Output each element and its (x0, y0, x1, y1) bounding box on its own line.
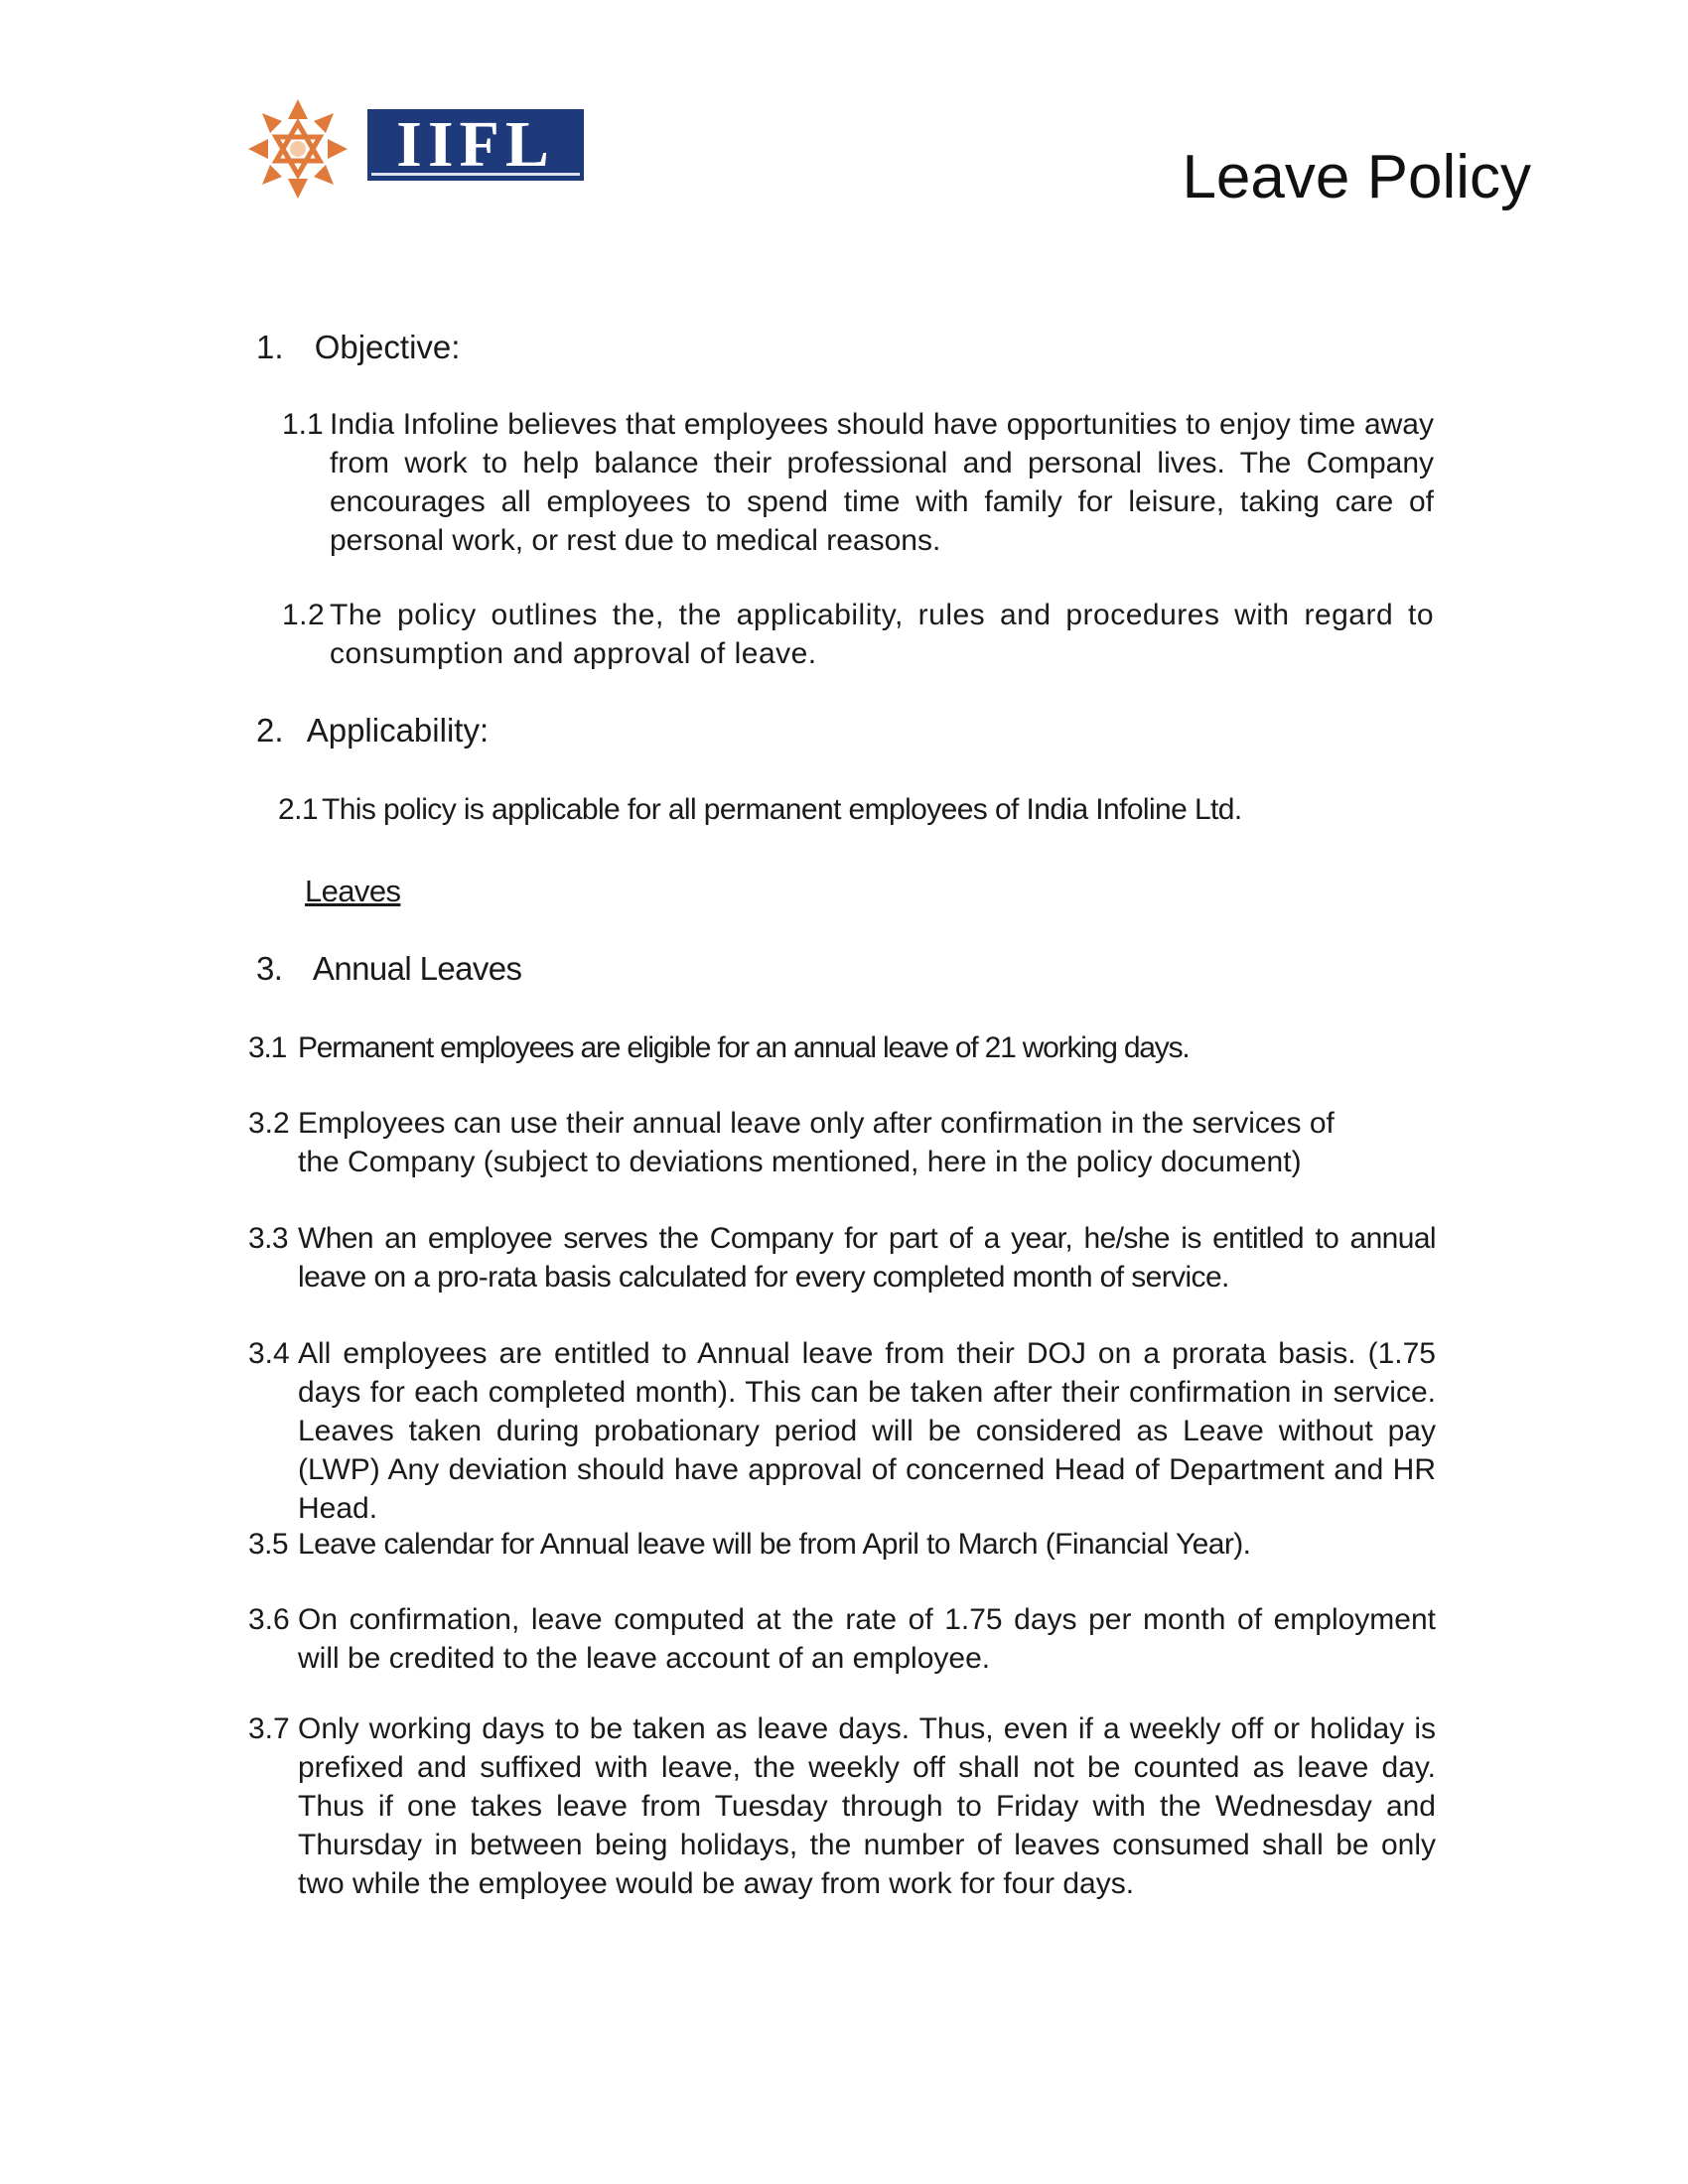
clause-number: 1.2 (282, 599, 326, 631)
leaves-subheading: Leaves (305, 874, 401, 908)
clause-3-7 (248, 1709, 1436, 1903)
section-number: 2. (256, 712, 284, 749)
section-heading-objective (256, 328, 460, 367)
logo-wordmark: IIFL (396, 108, 555, 181)
clause-text: Permanent employees are eligible for an annual leave of 21 working days. (298, 1031, 1190, 1064)
clause-3-3 (248, 1219, 1436, 1297)
section-heading-annual-leaves (256, 949, 521, 989)
clause-text: Only working days to be taken as leave days. Thus, even if a weekly off or holiday is prefixed and suffixed with leave, the weekly off shall not be counted as leave day. Thus if one takes leave from Tuesday through to Friday with the Wednesday and Thursday in between being holidays, the number of leaves consumed shall be only two while the employee would be away from work for four days. (298, 1712, 1436, 1900)
clause-3-5 (248, 1525, 1436, 1564)
clause-text: India Infoline believes that employees should have opportunities to enjoy time away from work to help balance their professional and personal lives. The Company encourages all employees to spend time with family for leisure, taking care of personal work, or rest due to medical reasons. (330, 408, 1434, 557)
clause-2-1 (278, 790, 1430, 829)
clause-number: 3.3 (248, 1222, 288, 1255)
clause-text: This policy is applicable for all permanent employees of India Infoline Ltd. (322, 793, 1242, 826)
clause-1-1 (282, 405, 1434, 560)
section-number: 1. (256, 329, 284, 365)
clause-text: The policy outlines the, the applicability, rules and procedures with regard to consumption and approval of leave. (330, 599, 1434, 670)
clause-number: 1.1 (282, 408, 324, 441)
clause-text: When an employee serves the Company for part of a year, he/she is entitled to annual leave on a pro-rata basis calculated for every completed month of service. (298, 1222, 1436, 1294)
clause-number: 3.2 (248, 1107, 290, 1140)
section-number: 3. (256, 950, 283, 987)
clause-number: 3.4 (248, 1337, 290, 1370)
company-logo (246, 95, 589, 203)
clause-number: 3.1 (248, 1031, 287, 1064)
clause-number: 3.6 (248, 1603, 290, 1636)
document-title: Leave Policy (1182, 143, 1531, 211)
section-heading-applicability (256, 711, 489, 751)
section-title: Annual Leaves (312, 950, 522, 987)
clause-3-1 (248, 1028, 1440, 1067)
clause-3-4 (248, 1334, 1436, 1528)
section-title: Applicability: (306, 712, 490, 749)
clause-1-2 (282, 596, 1434, 673)
clause-text: Employees can use their annual leave only after confirmation in the services of the Company (subject to deviations mentioned, here in the policy document) (298, 1107, 1335, 1178)
clause-number: 2.1 (278, 793, 318, 826)
clause-text: On confirmation, leave computed at the rate of 1.75 days per month of employment will be credited to the leave account of an employee. (298, 1603, 1436, 1675)
section-title: Objective: (314, 329, 461, 365)
clause-number: 3.7 (248, 1712, 290, 1745)
clause-3-2 (248, 1104, 1360, 1181)
clause-number: 3.5 (248, 1528, 288, 1561)
clause-3-6 (248, 1600, 1436, 1678)
clause-text: All employees are entitled to Annual leave from their DOJ on a prorata basis. (1.75 days for each completed month). This can be taken after their confirmation in service. Leaves taken during probationary period will be considered as Leave without pay (LWP) Any deviation should have approval of concerned Head of Department and HR Head. (298, 1337, 1436, 1525)
clause-text: Leave calendar for Annual leave will be from April to March (Financial Year). (298, 1528, 1251, 1561)
